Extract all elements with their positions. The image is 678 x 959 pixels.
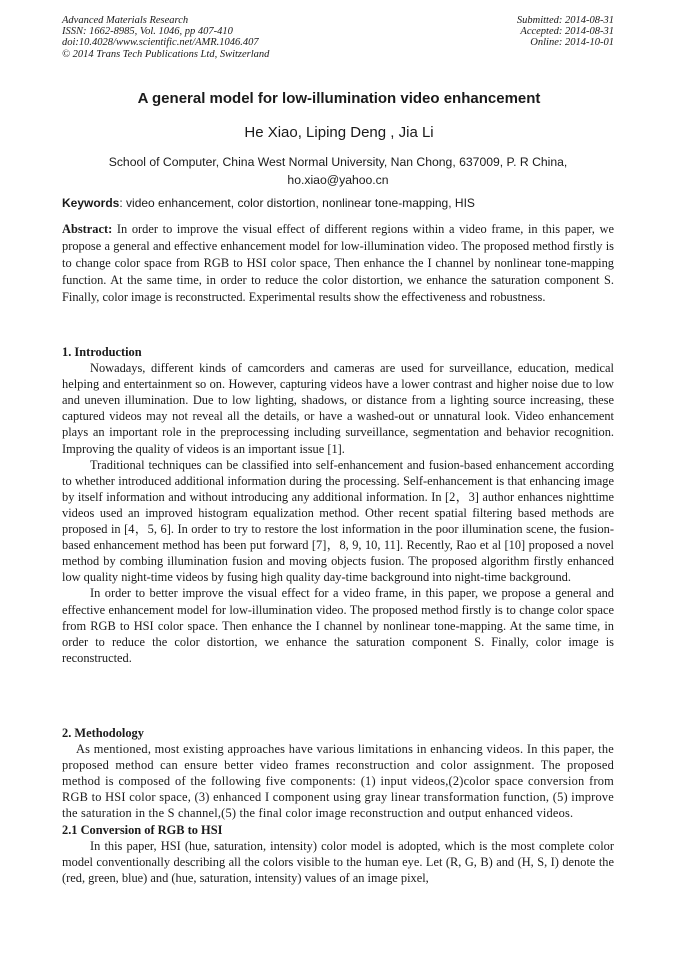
doi-line: doi:10.4028/www.scientific.net/AMR.1046.407 [62,37,259,49]
submitted-date: Submitted: 2014-08-31 [516,15,614,26]
subsection-heading: 2.1 Conversion of RGB to HSI [62,822,223,837]
paragraph: As mentioned, most existing approaches have various limitations in enhancing videos. In this paper, the proposed method can ensure better video frames reconstruction and color assignment. The proposed method is composed of the following five components: (1) input videos,(2)color space conversion from RGB to HSI color space, (3) enhanced I component using gray linear transformation function, (5) improve the saturation in the S channel,(5) the final color image reconstruction and output enhanced videos. [62,742,614,821]
section-heading: 2. Methodology [62,726,144,740]
keywords [62,196,622,210]
copyright-line: © 2014 Trans Tech Publications Ltd, Switzerland [62,48,270,60]
issn-line: ISSN: 1662-8985, Vol. 1046, pp 407-410 [62,26,233,38]
paragraph: In this paper, HSI (hue, saturation, intensity) color model is adopted, which is the most complete color model conventionally describing all the colors visible to the human eye. Let (R, G, B) and (H, S, I) denote the (red, green, blue) and (hue, saturation, intensity) values of an image pixel, [62,838,614,885]
journal-name: Advanced Materials Research [62,15,189,26]
journal-info [62,15,269,60]
section-methodology [62,725,614,886]
keywords-text: : video enhancement, color distortion, nonlinear tone-mapping, HIS [119,196,475,210]
paragraph: In order to better improve the visual effect for a video frame, in this paper, we propose a general and effective enhancement model for low-illumination video. The proposed method firstly is to change color space from RGB to HSI color space. Then enhance the I channel by nonlinear tone-mapping. At the same time, in order to reduce the color distortion, we enhance the saturation component S. Finally, color image is reconstructed. [62,586,614,665]
paragraph: Traditional techniques can be classified into self-enhancement and fusion-based enhancement according to whether introduced additional information during the processing. Self-enhancement is that enhancing image by itself information and without introducing any additional information. In [2，3] author enhances nighttime videos used an improved histogram equalization method. Other recent spatial filtering based methods are proposed in [4，5, 6]. In order to try to restore the lost information in the poor illumination scene, the fusion-based enhancement method has been put forward [7]，8, 9, 10, 11]. Recently, Rao et al [10] proposed a novel method by combing illumination fusion and moving objects fusion. The proposed algorithm firstly enhanced low quality night-time videos by fusing high quality day-time background into night-time background. [62,457,614,585]
author-email: ho.xiao@yahoo.cn [287,173,389,187]
paper-title: A general model for low-illumination video enhancement [137,90,541,107]
section-introduction [62,344,614,666]
submission-dates [517,15,614,49]
abstract-text: In order to improve the visual effect of different regions within a video frame, in this paper, we propose a general and effective enhancement model for low-illumination video. The proposed method firstly is to change color space from RGB to HSI color space, Then enhance the I channel by nonlinear tone-mapping function. At the same time, in order to reduce the color distortion, we enhance the saturation component S. Finally, color image is reconstructed. Experimental results show the effectiveness and robustness. [62,222,614,304]
paragraph: Nowadays, different kinds of camcorders and cameras are used for surveillance, education, medical helping and entertainment so on. However, capturing videos have a lower contrast and higher noise due to low and uneven illumination. Due to low lighting, shadows, or distance from a lighting source increasing, these captured videos may not reveal all the details, or have a washed-out or unnatural look. Video enhancement plays an important role in the preprocessing including surveillance, segmentation and behavior recognition. Improving the quality of videos is an important issue [1]. [62,361,614,456]
section-heading: 1. Introduction [62,345,142,359]
affiliation-line: School of Computer, China West Normal University, Nan Chong, 637009, P. R China, [108,155,568,169]
affiliation [62,153,614,189]
abstract-label: Abstract: [62,222,113,236]
online-date: Online: 2014-10-01 [530,37,614,49]
keywords-label: Keywords [62,196,120,210]
abstract [62,221,614,306]
author-list: He Xiao, Liping Deng , Jia Li [244,124,434,141]
accepted-date: Accepted: 2014-08-31 [520,26,614,38]
